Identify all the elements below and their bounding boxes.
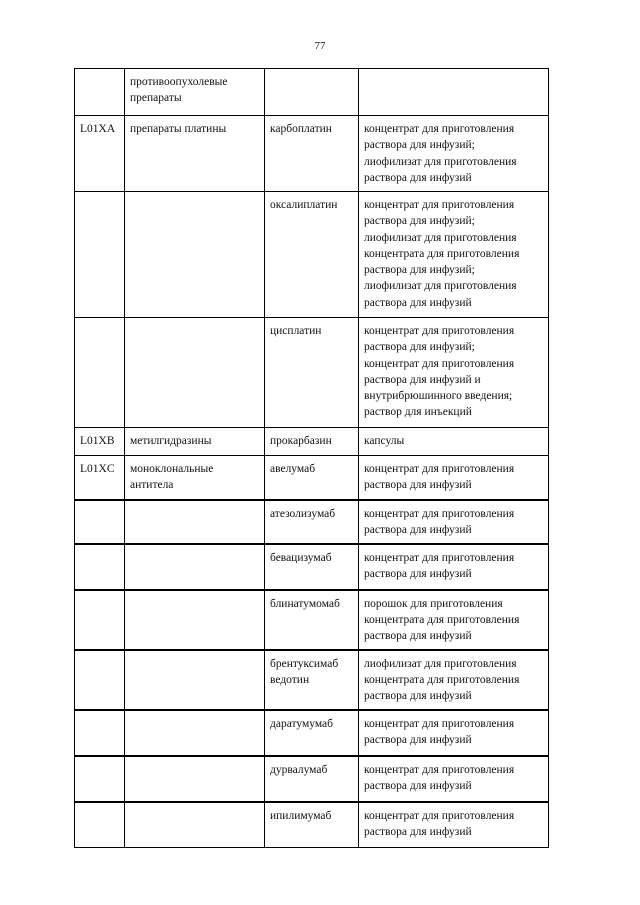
atc-code-cell	[75, 710, 125, 756]
table-row	[75, 69, 549, 116]
table-row	[75, 500, 549, 544]
dosage-form-cell	[359, 710, 549, 756]
group-name-cell	[125, 802, 265, 848]
dosage-form-text: порошок для приготовления концентрата для приготовления раствора для инфузий	[364, 597, 520, 643]
group-name-cell	[125, 756, 265, 802]
dosage-form-text: концентрат для приготовления раствора для инфузий; концентрат для приготовления раствора для инфузий и внутрибрюшинного введения; раствор для инъекций	[364, 325, 515, 419]
atc-code-text: L01XB	[80, 435, 115, 447]
group-name-text: метилгидразины	[130, 435, 212, 447]
dosage-form-text: концентрат для приготовления раствора для инфузий	[364, 507, 515, 536]
drug-name-cell	[265, 116, 359, 192]
group-name-cell	[125, 428, 265, 456]
table-row	[75, 116, 549, 192]
atc-code-cell	[75, 544, 125, 590]
group-name-cell	[125, 590, 265, 650]
dosage-form-text: концентрат для приготовления раствора для инфузий	[364, 463, 515, 492]
drug-name-text: ипилимумаб	[270, 809, 332, 822]
drug-name-text: брентуксимаб ведотин	[270, 657, 339, 686]
table-row	[75, 456, 549, 500]
atc-code-cell	[75, 756, 125, 802]
drug-name-text: бевацизумаб	[270, 551, 332, 564]
drug-name-text: блинатумомаб	[270, 597, 340, 610]
drug-name-cell	[265, 456, 359, 500]
drug-name-text: дурвалумаб	[270, 763, 328, 776]
atc-code-cell	[75, 456, 125, 500]
atc-code-text: L01XA	[80, 123, 116, 135]
group-name-cell	[125, 544, 265, 590]
table-row	[75, 590, 549, 650]
drug-name-cell	[265, 544, 359, 590]
drug-name-text: оксалиплатин	[270, 199, 338, 211]
dosage-form-cell	[359, 192, 549, 318]
dosage-form-text: концентрат для приготовления раствора для инфузий	[364, 551, 515, 580]
group-name-cell	[125, 318, 265, 428]
atc-code-cell	[75, 116, 125, 192]
table-row	[75, 192, 549, 318]
dosage-form-text: концентрат для приготовления раствора для инфузий	[364, 717, 515, 746]
group-name-text: моноклональные антитела	[130, 463, 214, 492]
atc-code-text: L01XC	[80, 463, 115, 475]
drug-name-text: цисплатин	[270, 325, 322, 337]
table-row	[75, 756, 549, 802]
dosage-form-cell	[359, 69, 549, 116]
drug-name-cell	[265, 590, 359, 650]
table-row	[75, 710, 549, 756]
drug-name-text: даратумумаб	[270, 717, 334, 730]
dosage-form-text: лиофилизат для приготовления концентрата для приготовления раствора для инфузий	[364, 657, 520, 703]
atc-code-cell	[75, 192, 125, 318]
dosage-form-cell	[359, 318, 549, 428]
drug-name-cell	[265, 192, 359, 318]
table-row	[75, 544, 549, 590]
drug-name-text: прокарбазин	[270, 435, 332, 447]
table-row	[75, 650, 549, 710]
drug-name-cell	[265, 756, 359, 802]
drug-name-text: карбоплатин	[270, 123, 332, 135]
atc-code-cell	[75, 318, 125, 428]
drug-name-cell	[265, 802, 359, 848]
dosage-form-text: капсулы	[364, 435, 405, 447]
dosage-form-text: концентрат для приготовления раствора для инфузий; лиофилизат для приготовления раствора для инфузий	[364, 123, 517, 184]
table-row	[75, 318, 549, 428]
dosage-form-cell	[359, 500, 549, 544]
group-name-cell	[125, 116, 265, 192]
group-name-cell	[125, 710, 265, 756]
group-name-cell	[125, 456, 265, 500]
dosage-form-cell	[359, 544, 549, 590]
dosage-form-cell	[359, 650, 549, 710]
drug-table	[74, 68, 549, 848]
table-row	[75, 802, 549, 848]
atc-code-cell	[75, 500, 125, 544]
drug-name-cell	[265, 69, 359, 116]
atc-code-cell	[75, 650, 125, 710]
atc-code-cell	[75, 428, 125, 456]
drug-name-cell	[265, 318, 359, 428]
atc-code-cell	[75, 590, 125, 650]
dosage-form-cell	[359, 428, 549, 456]
group-name-text: противоопухолевые препараты	[130, 76, 228, 105]
dosage-form-text: концентрат для приготовления раствора для инфузий; лиофилизат для приготовления концентрата для приготовления раствора для инфузий; лиофилизат для приготовления раствора для инфузий	[364, 199, 520, 309]
drug-name-cell	[265, 428, 359, 456]
page-number: 77	[314, 40, 326, 52]
group-name-cell	[125, 192, 265, 318]
dosage-form-cell	[359, 116, 549, 192]
dosage-form-text: концентрат для приготовления раствора для инфузий	[364, 809, 515, 838]
dosage-form-text: концентрат для приготовления раствора для инфузий	[364, 763, 515, 792]
group-name-cell	[125, 650, 265, 710]
table-row	[75, 428, 549, 456]
dosage-form-cell	[359, 456, 549, 500]
group-name-cell	[125, 69, 265, 116]
drug-name-cell	[265, 650, 359, 710]
dosage-form-cell	[359, 802, 549, 848]
group-name-cell	[125, 500, 265, 544]
atc-code-cell	[75, 802, 125, 848]
group-name-text: препараты платины	[130, 123, 227, 135]
atc-code-cell	[75, 69, 125, 116]
drug-name-text: атезолизумаб	[270, 507, 336, 520]
drug-name-cell	[265, 710, 359, 756]
dosage-form-cell	[359, 756, 549, 802]
drug-name-cell	[265, 500, 359, 544]
drug-name-text: авелумаб	[270, 463, 316, 475]
dosage-form-cell	[359, 590, 549, 650]
